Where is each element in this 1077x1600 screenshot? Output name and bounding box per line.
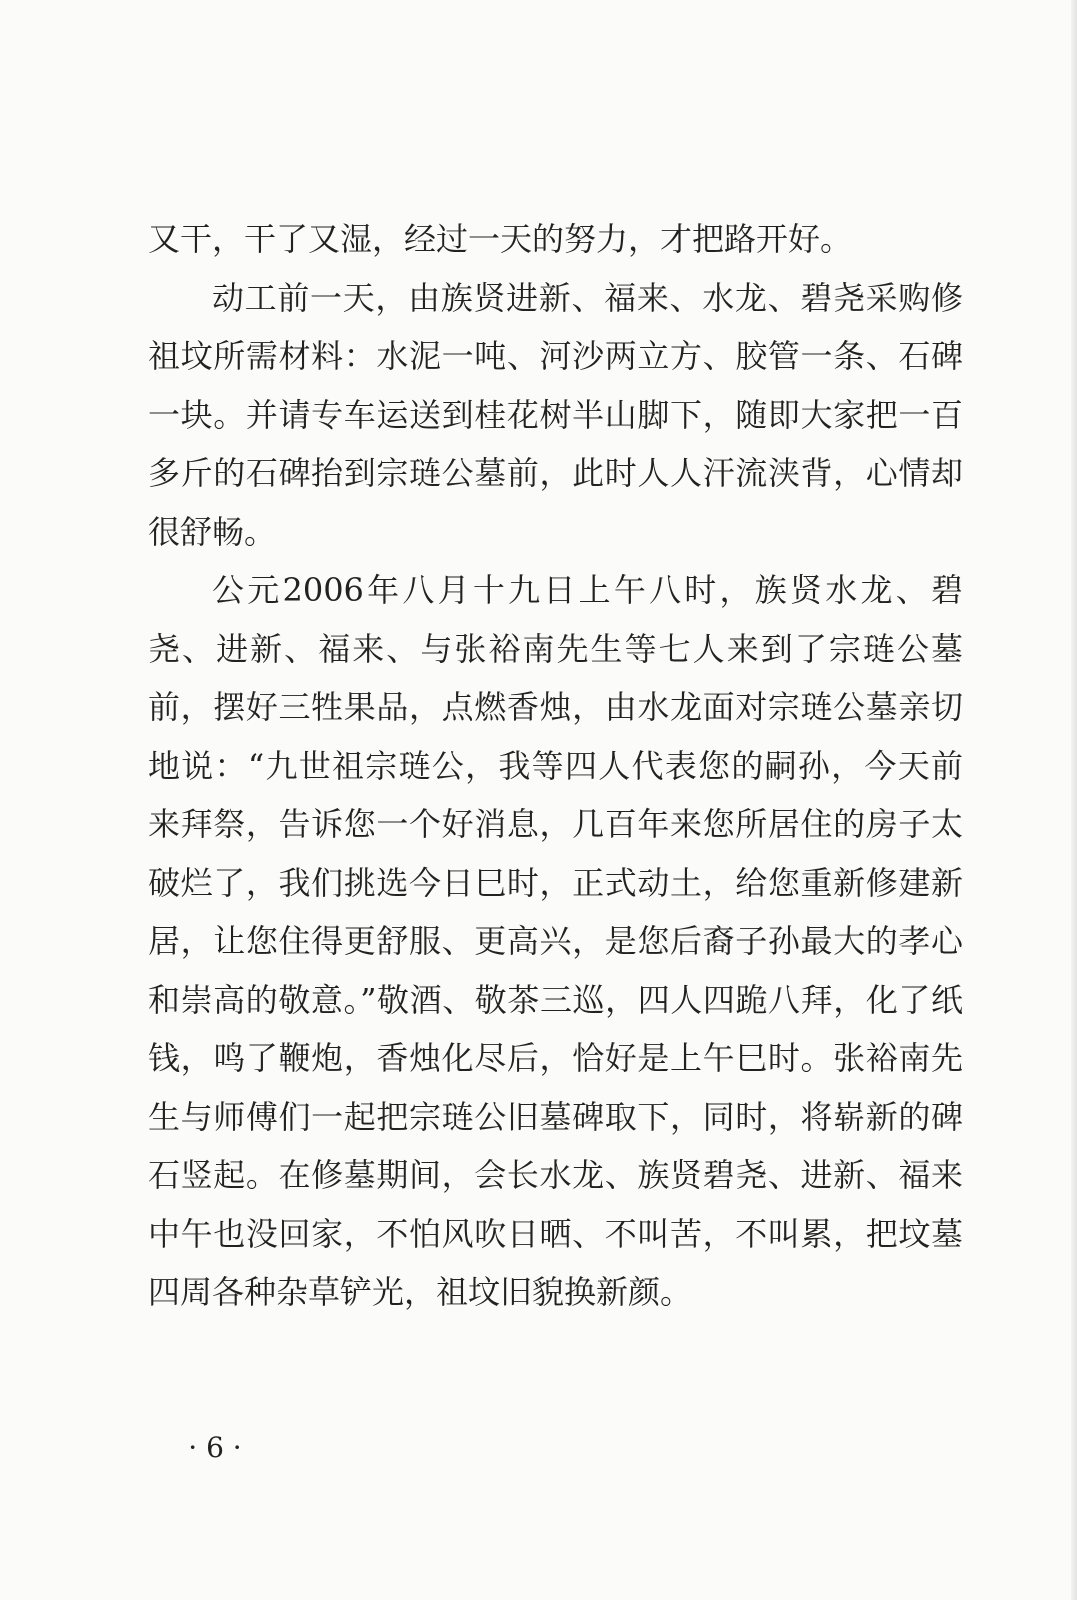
body-text [148, 210, 963, 1322]
paragraph-3: 公元2006年八月十九日上午八时，族贤水龙、碧尧、进新、福来、与张裕南先生等七人来到了宗琏公墓前，摆好三牲果品，点燃香烛，由水龙面对宗琏公墓亲切地说：“九世祖宗琏公，我等四人代表您的嗣孙，今天前来拜祭，告诉您一个好消息，几百年来您所居住的房子太破烂了，我们挑选今日巳时，正式动土，给您重新修建新居，让您住得更舒服、更高兴，是您后裔子孙最大的孝心和崇高的敬意。”敬酒、敬茶三巡，四人四跪八拜，化了纸钱，鸣了鞭炮，香烛化尽后，恰好是上午巳时。张裕南先生与师傅们一起把宗琏公旧墓碑取下，同时，将崭新的碑石竖起。在修墓期间，会长水龙、族贤碧尧、进新、福来中午也没回家，不怕风吹日晒、不叫苦，不叫累，把坟墓四周各种杂草铲光，祖坟旧貌换新颜。 [148, 571, 963, 1311]
paragraph-2: 动工前一天，由族贤进新、福来、水龙、碧尧采购修祖坟所需材料：水泥一吨、河沙两立方、胶管一条、石碑一块。并请专车运送到桂花树半山脚下，随即大家把一百多斤的石碑抬到宗琏公墓前，此时人人汗流浃背，心情却很舒畅。 [148, 278, 963, 551]
paragraph-1: 又干，干了又湿，经过一天的努力，才把路开好。 [148, 220, 853, 258]
page-number: · 6 · [188, 1431, 242, 1464]
page-edge [1071, 0, 1077, 1600]
